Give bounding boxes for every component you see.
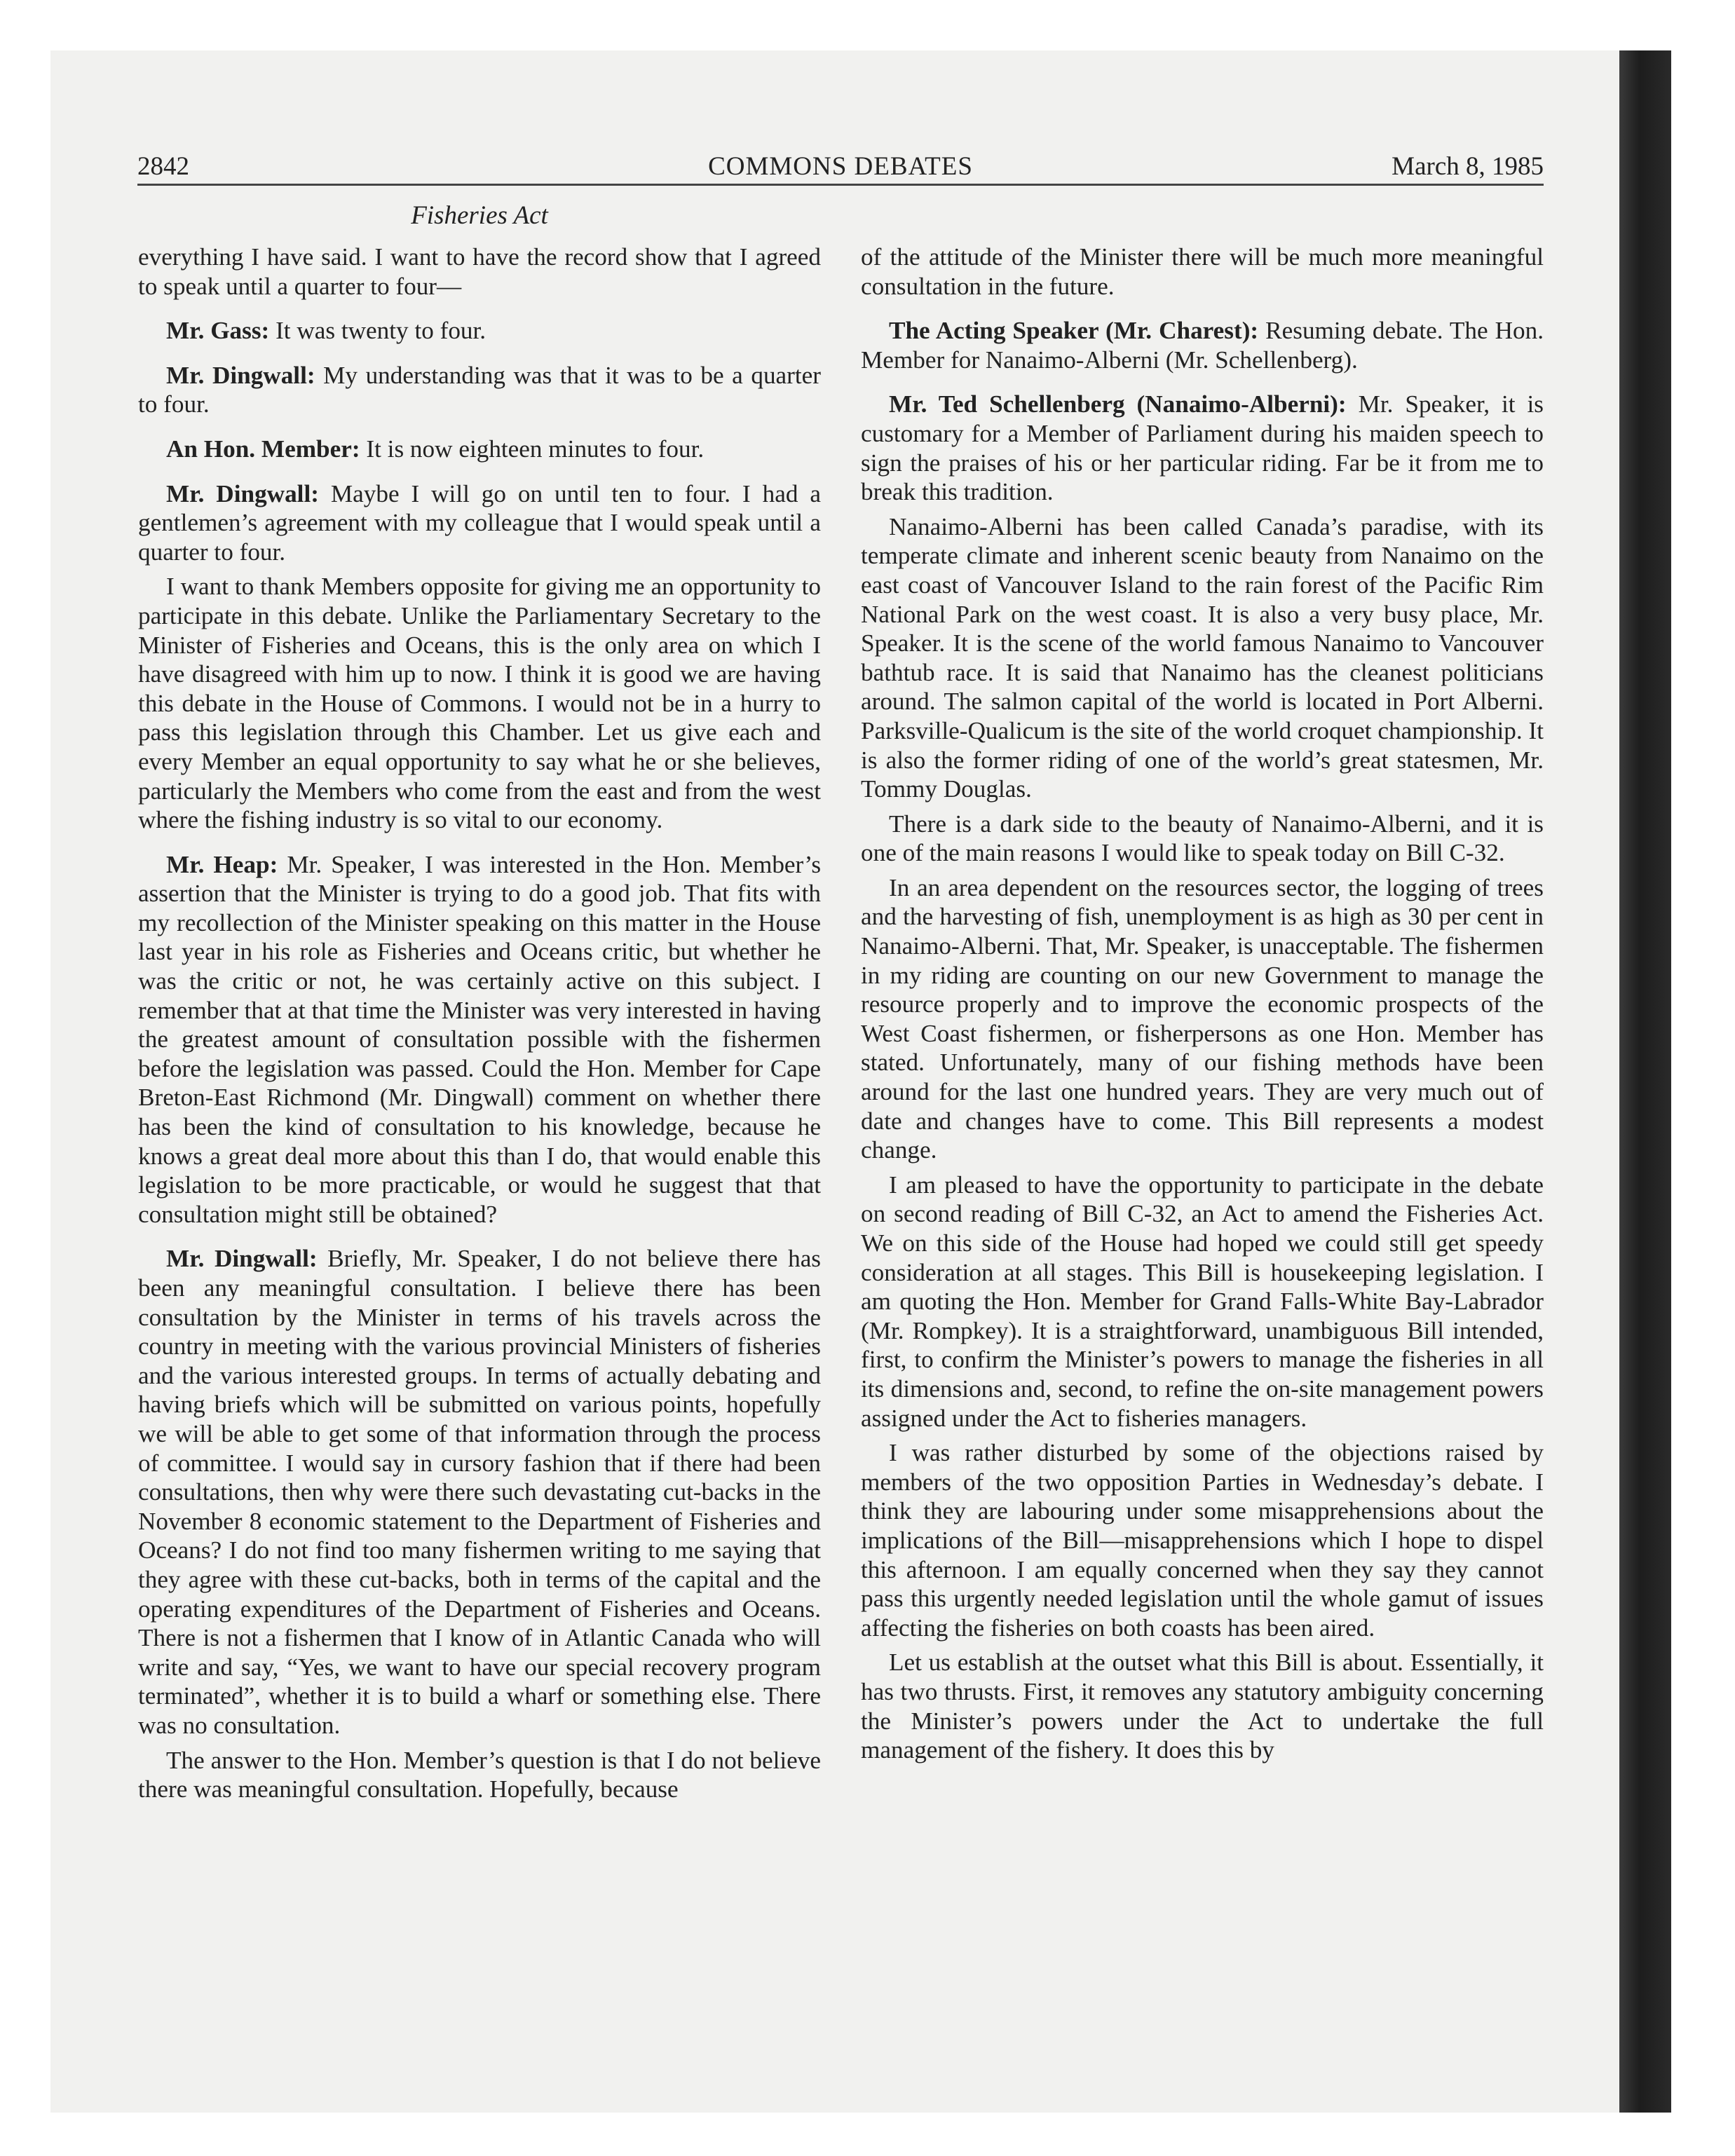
paragraph-text: Let us establish at the outset what this Bill is about. Essentially, it has two thrusts. First, it removes any statutory ambiguity concerning the Minister’s powers under the Act to undertake the full management of the fishery. It does this by [861, 1649, 1544, 1764]
paragraph [861, 243, 1544, 301]
paragraph [138, 361, 821, 419]
speaker-name: An Hon. Member: [166, 435, 360, 463]
paragraph [861, 873, 1544, 1165]
paragraph [861, 316, 1544, 374]
paragraph [138, 1746, 821, 1804]
speaker-name: Mr. Ted Schellenberg (Nanaimo-Alberni): [889, 390, 1347, 418]
page-number: 2842 [137, 152, 189, 181]
paragraph-text: I want to thank Members opposite for giving me an opportunity to participate in this debate. Unlike the Parliamentary Secretary to the Minister of Fisheries and Oceans, this is the only area on which I have disagreed with him up to now. I think it is good we are having this debate in the House of Commons. I would not be in a hurry to pass this legislation through this Chamber. Let us give each and every Member an equal opportunity to say what he or she believes, particularly the Members who come from the east and from the west where the fishing industry is so vital to our economy. [138, 573, 821, 834]
left-column [138, 243, 821, 1820]
paragraph [861, 810, 1544, 868]
paragraph [138, 572, 821, 834]
paragraph [861, 1171, 1544, 1433]
page-header [137, 149, 1544, 186]
paragraph [861, 1438, 1544, 1642]
paragraph-text: Briefly, Mr. Speaker, I do not believe there has been any meaningful consultation. I believe there has been consultation by the Minister in terms of his travels across the country in meeting with the various provincial Ministers of fisheries and the various interested groups. In terms of actually debating and having briefs which will be submitted on various points, hopefully we will be able to get some of that information through the process of committee. I would say in cursory fashion that if there had been consultations, then why were there such devastating cut-backs in the November 8 economic statement to the Department of Fisheries and Oceans? I do not find too many fishermen writing to me saying that they agree with these cut-backs, both in terms of the capital and the operating expenditures of the Department of Fisheries and Oceans. There is not a fishermen that I know of in Atlantic Canada who will write and say, “Yes, we want to have our special recovery program terminated”, whether it is to build a wharf or something else. There was no consultation. [138, 1245, 822, 1739]
right-column [861, 243, 1544, 1780]
running-title: COMMONS DEBATES [708, 152, 973, 181]
speaker-name: The Acting Speaker (Mr. Charest): [889, 317, 1259, 345]
speaker-name: Mr. Dingwall: [166, 479, 319, 507]
paragraph-text: Resuming debate. The Hon. Member for Nanaimo-Alberni (Mr. Schellenberg). [861, 317, 1544, 374]
paragraph-text: everything I have said. I want to have the record show that I agreed to speak until a quarter to four— [138, 243, 821, 300]
paragraph [138, 1244, 821, 1740]
paragraph-text: There is a dark side to the beauty of Nanaimo-Alberni, and it is one of the main reasons I would like to speak today on Bill C-32. [861, 810, 1544, 867]
paragraph-text: In an area dependent on the resources sector, the logging of trees and the harvesting of fish, unemployment is as high as 30 per cent in Nanaimo-Alberni. That, Mr. Speaker, is unacceptable. The fishermen in my riding are counting on our new Government to manage the resource properly and to improve the economic prospects of the West Coast fishermen, or fisherpersons as one Hon. Member has stated. Unfortunately, many of our fishing methods have been around for the last one hundred years. They are very much out of date and changes have to come. This Bill represents a modest change. [861, 873, 1544, 1164]
paragraph-text: Mr. Speaker, I was interested in the Hon. Member’s assertion that the Minister is trying to do a good job. That fits with my recollection of the Minister speaking on this matter in the House last year in his role as Fisheries and Oceans critic, but whether he was the critic or not, he was certainly active on this subject. I remember that at that time the Minister was very interested in having the greatest amount of consultation possible with the fishermen before the legislation was passed. Could the Hon. Member for Cape Breton-East Richmond (Mr. Dingwall) comment on whether there has been the kind of consultation to his knowledge, because he knows a great deal more about this than I do, that would enable this legislation to be more practicable, or would he suggest that that consultation might still be obtained? [138, 850, 822, 1228]
paragraph [861, 512, 1544, 804]
paragraph-text: The answer to the Hon. Member’s question is that I do not believe there was meaningful consultation. Hopefully, because [138, 1746, 821, 1803]
paragraph [138, 243, 821, 301]
paragraph-text: It was twenty to four. [275, 317, 487, 345]
paragraph [138, 850, 821, 1229]
paragraph-text: Maybe I will go on until ten to four. I had a gentlemen’s agreement with my colleague that I would speak until a quarter to four. [138, 479, 821, 566]
paragraph [138, 316, 821, 346]
paragraph [138, 435, 821, 464]
paragraph [138, 479, 821, 567]
paragraph-text: Mr. Speaker, it is customary for a Member of Parliament during his maiden speech to sign the praises of his or her particular riding. Far be it from me to break this tradition. [861, 390, 1544, 506]
paragraph [861, 390, 1544, 506]
paragraph-text: My understanding was that it was to be a quarter to four. [138, 361, 821, 418]
speaker-name: Mr. Dingwall: [166, 361, 315, 389]
scan-edge-shadow [1619, 50, 1671, 2113]
speaker-name: Mr. Dingwall: [166, 1245, 318, 1273]
paragraph-text: I am pleased to have the opportunity to participate in the debate on second reading of Bill C-32, an Act to amend the Fisheries Act. We on this side of the House had hoped we could still get speedy consideration at all stages. This Bill is housekeeping legislation. I am quoting the Hon. Member for Grand Falls-White Bay-Labrador (Mr. Rompkey). It is a straightforward, unambiguous Bill intended, first, to confirm the Minister’s powers to manage the fisheries in all its dimensions and, second, to refine the on-site management powers assigned under the Act to fisheries managers. [861, 1171, 1544, 1432]
speaker-name: Mr. Gass: [166, 317, 270, 345]
section-title: Fisheries Act [411, 201, 548, 230]
speaker-name: Mr. Heap: [166, 850, 278, 878]
paragraph-text: I was rather disturbed by some of the objections raised by members of the two opposition Parties in Wednesday’s debate. I think they are labouring under some misapprehensions about the implications of the Bill—misapprehensions which I hope to dispel this afternoon. I am equally concerned when they say they cannot pass this urgently needed legislation until the whole gamut of issues affecting the fisheries on both coasts has been aired. [861, 1439, 1544, 1642]
header-date: March 8, 1985 [1392, 152, 1544, 181]
paragraph-text: It is now eighteen minutes to four. [366, 435, 705, 463]
paragraph-text: of the attitude of the Minister there will be much more meaningful consultation in the future. [861, 243, 1544, 300]
paragraph [861, 1648, 1544, 1764]
paragraph-text: Nanaimo-Alberni has been called Canada’s paradise, with its temperate climate and inherent scenic beauty from Nanaimo on the east coast of Vancouver Island to the rain forest of the Pacific Rim National Park on the west coast. It is also a very busy place, Mr. Speaker. It is the scene of the world famous Nanaimo to Vancouver bathtub race. It is said that Nanaimo has the cleanest politicians around. The salmon capital of the world is located in Port Alberni. Parksville-Qualicum is the site of the world croquet championship. It is also the former riding of one of the world’s great statesmen, Mr. Tommy Douglas. [861, 512, 1544, 803]
